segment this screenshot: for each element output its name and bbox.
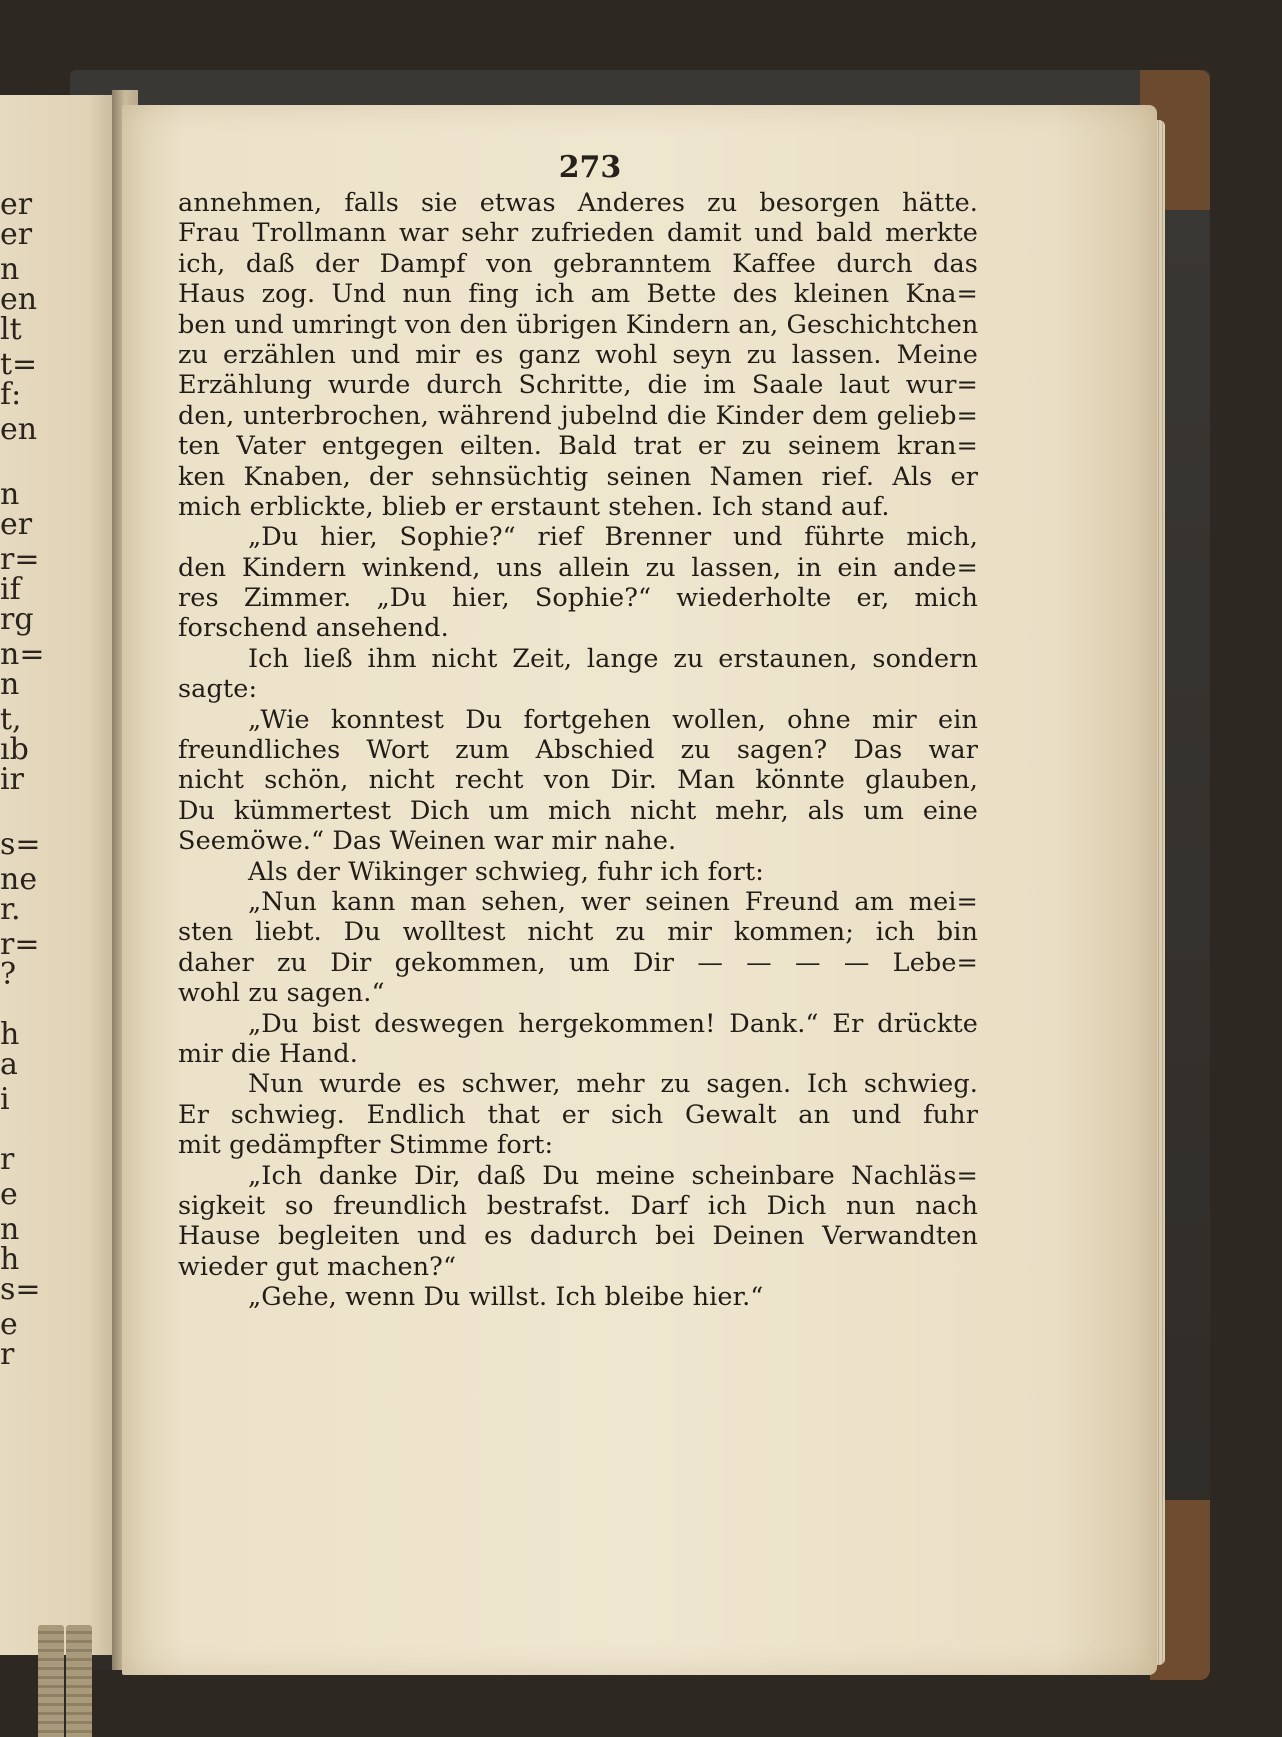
text-line: Haus zog. Und nun fing ich am Bette des kleinen Kna=: [178, 279, 978, 310]
text-line: mit gedämpfter Stimme fort:: [178, 1130, 554, 1161]
text-line: Hause begleiten und es dadurch bei Deinen Verwandten: [178, 1221, 978, 1252]
text-line: ken Knaben, der sehnsüchtig seinen Namen rief. Als er: [178, 461, 978, 492]
previous-page-edge: [0, 95, 125, 1655]
previous-page-fragment: r: [0, 1142, 15, 1177]
previous-page-fragment: rg: [0, 602, 34, 637]
previous-page-fragment: a: [0, 1047, 18, 1082]
previous-page-fragment: er: [0, 187, 33, 222]
text-line: wieder gut machen?“: [178, 1251, 457, 1282]
previous-page-fragment: r=: [0, 542, 40, 577]
text-line: res Zimmer. „Du hier, Sophie?“ wiederholte er, mich: [178, 583, 978, 614]
previous-page-fragment: f:: [0, 377, 22, 412]
previous-page-fragment: t,: [0, 702, 22, 737]
previous-page-fragment: n: [0, 252, 20, 287]
previous-page-fragment: er: [0, 217, 33, 252]
text-line: daher zu Dir gekommen, um Dir — — — — Lebe=: [178, 947, 978, 978]
previous-page-fragment: n: [0, 667, 20, 702]
previous-page-fragment: ıb: [0, 732, 29, 767]
text-line: freundliches Wort zum Abschied zu sagen? Das war: [178, 735, 978, 766]
previous-page-fragment: e: [0, 1177, 18, 1212]
previous-page-fragment: en: [0, 282, 38, 317]
text-line: „Du bist deswegen hergekommen! Dank.“ Er drückte: [248, 1008, 978, 1039]
previous-page-fragment: r=: [0, 927, 40, 962]
text-line: Du kümmertest Dich um mich nicht mehr, als um eine: [178, 795, 978, 826]
previous-page-fragment: r: [0, 1337, 15, 1372]
previous-page-fragment: s=: [0, 1272, 41, 1307]
text-line: nicht schön, nicht recht von Dir. Man könnte glauben,: [178, 765, 978, 796]
previous-page-fragment: h: [0, 1017, 20, 1052]
text-line: ten Vater entgegen eilten. Bald trat er zu seinem kran=: [178, 431, 978, 462]
text-line: mir die Hand.: [178, 1038, 358, 1069]
previous-page-fragment: h: [0, 1242, 20, 1277]
previous-page-fragment: t=: [0, 347, 38, 382]
previous-page-fragment: ne: [0, 862, 38, 897]
previous-page-fragment: ?: [0, 957, 17, 992]
text-line: sten liebt. Du wolltest nicht zu mir kommen; ich bin: [178, 917, 978, 948]
text-line: „Nun kann man sehen, wer seinen Freund am mei=: [248, 886, 978, 917]
text-line: Ich ließ ihm nicht Zeit, lange zu erstaunen, sondern: [248, 643, 978, 674]
text-line: forschend ansehend.: [178, 613, 449, 644]
text-line: „Ich danke Dir, daß Du meine scheinbare Nachläs=: [248, 1160, 978, 1191]
page-body-text: [178, 188, 978, 1312]
text-line: annehmen, falls sie etwas Anderes zu besorgen hätte.: [178, 188, 978, 218]
text-line: den, unterbrochen, während jubelnd die Kinder dem gelieb=: [178, 400, 978, 431]
previous-page-fragment: i: [0, 1082, 10, 1117]
previous-page-fragment: n: [0, 1212, 20, 1247]
text-line: ben und umringt von den übrigen Kindern an, Geschichtchen: [178, 309, 978, 340]
text-line: den Kindern winkend, uns allein zu lassen, in ein ande=: [178, 552, 978, 583]
text-line: Als der Wikinger schwieg, fuhr ich fort:: [248, 856, 764, 887]
text-line: „Du hier, Sophie?“ rief Brenner und führte mich,: [248, 522, 978, 553]
previous-page-fragment: en: [0, 412, 38, 447]
text-line: Seemöwe.“ Das Weinen war mir nahe.: [178, 826, 677, 857]
bookmark-ribbon: [66, 1625, 92, 1737]
bookmark-ribbon: [38, 1625, 64, 1737]
page-number: 273: [558, 150, 622, 185]
text-line: Erzählung wurde durch Schritte, die im Saale laut wur=: [178, 370, 978, 401]
previous-page-fragment: if: [0, 572, 21, 607]
text-line: sagte:: [178, 674, 258, 705]
previous-page-fragment: s=: [0, 827, 41, 862]
previous-page-fragment: ir: [0, 762, 24, 797]
text-line: „Gehe, wenn Du willst. Ich bleibe hier.“: [248, 1282, 764, 1313]
previous-page-fragment: n=: [0, 637, 45, 672]
previous-page-fragment: n: [0, 477, 20, 512]
previous-page-fragment: er: [0, 507, 33, 542]
previous-page-fragment: lt: [0, 312, 22, 347]
text-line: zu erzählen und mir es ganz wohl seyn zu lassen. Meine: [178, 339, 978, 370]
text-line: Er schwieg. Endlich that er sich Gewalt an und fuhr: [178, 1099, 978, 1130]
text-line: Nun wurde es schwer, mehr zu sagen. Ich schwieg.: [248, 1069, 978, 1100]
text-line: „Wie konntest Du fortgehen wollen, ohne mir ein: [248, 704, 978, 735]
text-line: Frau Trollmann war sehr zufrieden damit und bald merkte: [178, 218, 978, 249]
text-line: wohl zu sagen.“: [178, 978, 385, 1009]
text-line: ich, daß der Dampf von gebranntem Kaffee durch das: [178, 248, 978, 279]
text-line: sigkeit so freundlich bestrafst. Darf ich Dich nun nach: [178, 1190, 978, 1221]
previous-page-fragment: r.: [0, 892, 21, 927]
previous-page-fragment: e: [0, 1307, 18, 1342]
text-line: mich erblickte, blieb er erstaunt stehen. Ich stand auf.: [178, 491, 890, 522]
